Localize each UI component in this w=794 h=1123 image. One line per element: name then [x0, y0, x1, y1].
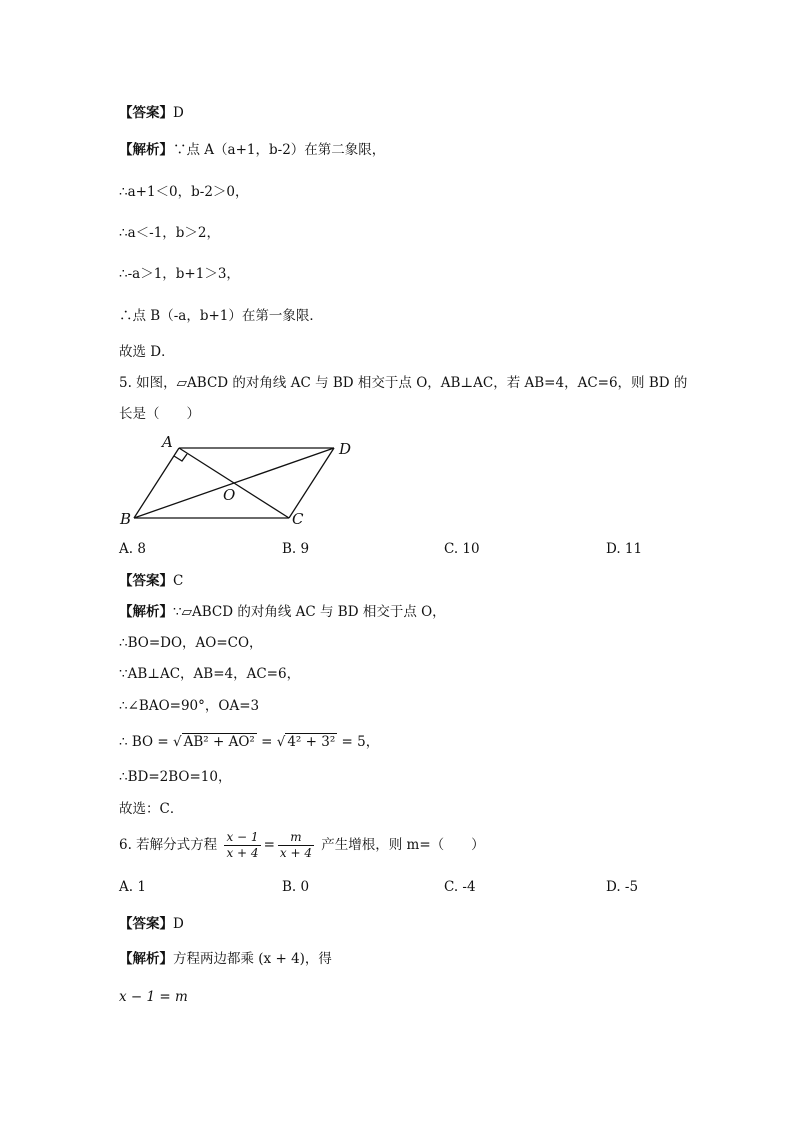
q5-analysis: [119, 603, 446, 621]
q6-stem: 6. 若解分式方程 $\frac{x - 1}{x + 4}$ = $\frac{m}{x + 4}$ 产生增根，则 m=（ ）: [119, 830, 485, 860]
q6-option-a: A. 1: [119, 879, 146, 895]
side-dc: [289, 448, 334, 518]
q6-option-b: B. 0: [282, 879, 310, 895]
fraction-right-numerator: m: [278, 830, 314, 846]
q6-step-2: x − 1 = m: [119, 989, 188, 1005]
right-angle-mark: [174, 454, 187, 461]
q5-option-a: A. 8: [119, 541, 146, 557]
q4-analysis: [119, 141, 385, 159]
answer-tag: 【答案】: [119, 916, 173, 932]
q4-conclusion: 故选 D．: [119, 344, 175, 360]
label-a: A: [162, 433, 173, 451]
q6-analysis: [119, 950, 332, 968]
q5-step-2: ∴BO=DO，AO=CO，: [119, 635, 263, 651]
q4-answer: [119, 104, 184, 122]
q6-answer: [119, 915, 184, 933]
q5-answer: [119, 572, 183, 590]
answer-value: D: [173, 916, 184, 932]
diagonal-bd: [134, 448, 334, 518]
sqrt-radicand-2: 4² + 3²: [287, 734, 336, 750]
sqrt-radicand-1: AB² + AO²: [183, 734, 255, 750]
answer-tag: 【答案】: [119, 573, 173, 589]
q4-step-3: ∴a＜-1，b＞2，: [119, 225, 221, 241]
fraction-right: [278, 830, 314, 861]
q6-option-c: C. -4: [444, 879, 476, 895]
analysis-tag: 【解析】: [119, 604, 173, 620]
q5-option-c: C. 10: [444, 541, 480, 557]
q5-stem-line2: 长是（ ）: [119, 406, 200, 422]
q5-step-3: ∵AB⊥AC，AB=4，AC=6，: [119, 666, 301, 682]
answer-tag: 【答案】: [119, 105, 173, 121]
equals-sign: = √: [256, 734, 286, 750]
label-c: C: [292, 510, 304, 528]
q5-option-b: B. 9: [282, 541, 310, 557]
answer-value: C: [173, 573, 184, 589]
stem-suffix: 产生增根，则 m=（ ）: [321, 837, 485, 853]
parallelogram-diagram: [116, 432, 366, 528]
formula-prefix: ∴ BO =: [119, 734, 174, 750]
q5-option-d: D. 11: [606, 541, 643, 557]
label-o: O: [223, 486, 236, 504]
analysis-tag: 【解析】: [119, 951, 173, 967]
q4-step-4: ∴-a＞1，b+1＞3，: [119, 266, 240, 282]
fraction-left-numerator: x − 1: [226, 830, 259, 844]
q5-step-6: ∴BD=2BO=10，: [119, 769, 232, 785]
analysis-text: 方程两边都乘 (x + 4)，得: [173, 951, 332, 967]
q4-step-2: ∴a+1＜0，b-2＞0，: [119, 184, 249, 200]
analysis-tag: 【解析】: [119, 142, 173, 158]
side-ab: [134, 448, 179, 518]
q4-step-5: ∴点 B（-a，b+1）在第一象限．: [119, 308, 323, 324]
q6-option-d: D. -5: [606, 879, 639, 895]
q5-stem-line1: 5. 如图，▱ABCD 的对角线 AC 与 BD 相交于点 O，AB⊥AC，若 AB=4，AC=6，则 BD 的: [119, 375, 688, 391]
formula-result: = 5，: [337, 734, 380, 750]
sqrt-symbol: √: [173, 734, 182, 750]
q5-step-4: ∴∠BAO=90°，OA=3: [119, 698, 260, 714]
q5-step-5: [119, 733, 379, 751]
label-d: D: [339, 440, 352, 458]
fraction-right-denominator: x + 4: [279, 846, 312, 860]
fraction-left: [224, 830, 260, 861]
fraction-left-denominator: x + 4: [226, 846, 259, 860]
analysis-text: ∵点 A（a+1，b-2）在第二象限，: [173, 142, 386, 158]
q5-conclusion: 故选：C．: [119, 801, 184, 817]
analysis-text: ∵▱ABCD 的对角线 AC 与 BD 相交于点 O，: [173, 604, 446, 620]
label-b: B: [120, 510, 132, 528]
answer-value: D: [173, 105, 184, 121]
stem-prefix: 6. 若解分式方程: [119, 837, 218, 853]
